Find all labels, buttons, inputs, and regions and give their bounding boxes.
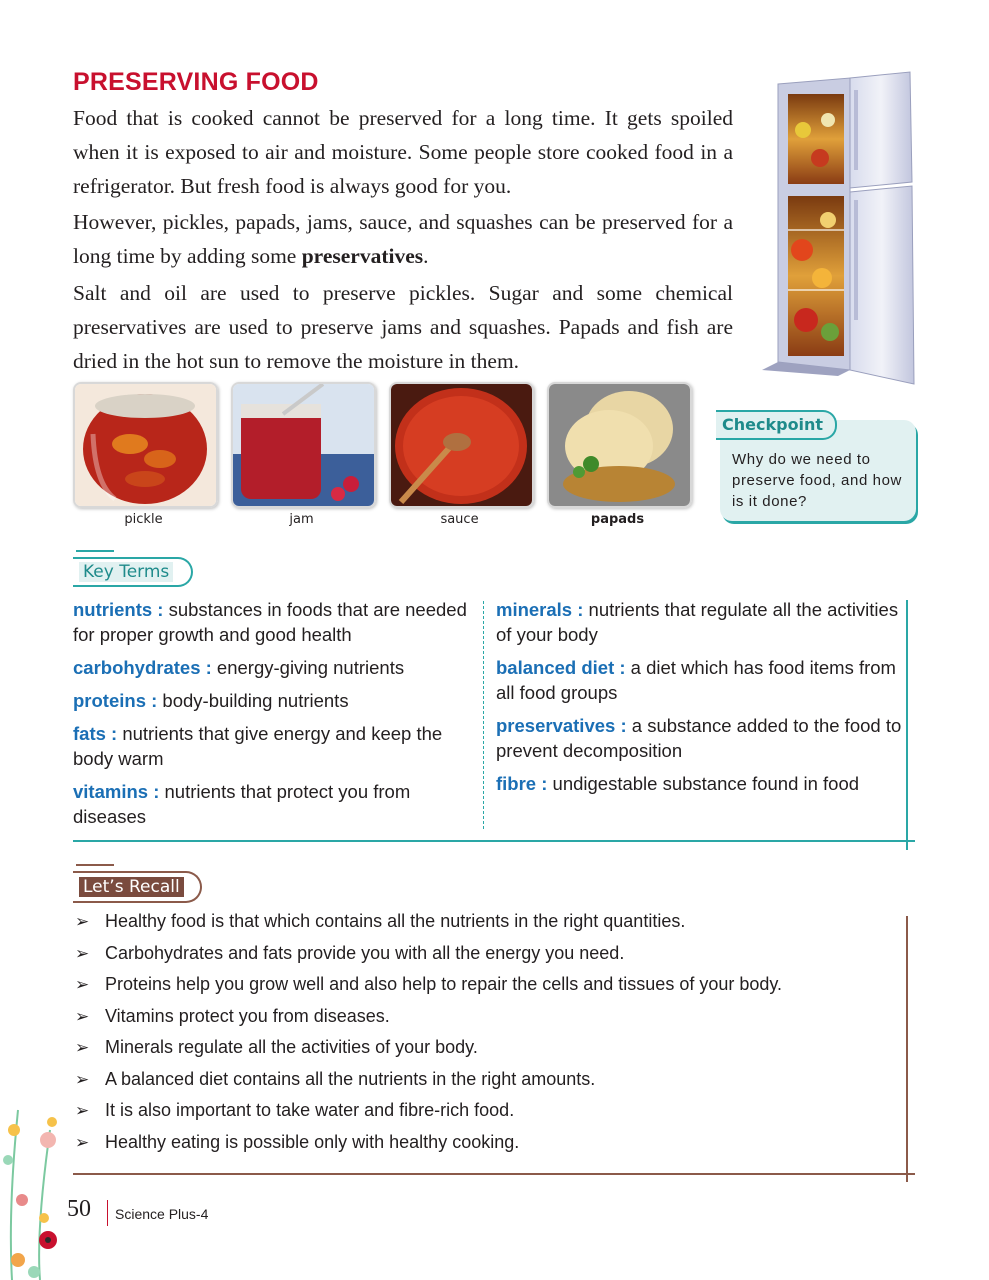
papads-basket-image [549, 384, 690, 506]
key-terms-label [73, 557, 193, 587]
paragraph-2 [73, 205, 733, 273]
key-term-item [73, 779, 473, 829]
paragraph-3: Salt and oil are used to preserve pickles. Sugar and some chemical preservatives are used to preserve jams and squashes. Papads and fish are dried in the hot sun to remove the moisture in them. [73, 281, 733, 373]
recall-item-text: A balanced diet contains all the nutrients in the right amounts. [105, 1068, 596, 1089]
key-term-item [73, 597, 473, 647]
list-item [75, 1095, 895, 1127]
recall-item-text: Vitamins protect you from diseases. [105, 1005, 390, 1026]
arrow-bullet-icon: ➢ [75, 1132, 90, 1152]
key-term-word: preservatives : [496, 715, 627, 736]
recall-item-text: Proteins help you grow well and also help to repair the cells and tissues of your body. [105, 974, 783, 994]
jam-jar-image [233, 384, 374, 506]
list-item [75, 1127, 895, 1159]
arrow-bullet-icon: ➢ [75, 912, 90, 931]
key-term-definition: undigestable substance found in food [547, 773, 860, 794]
key-term-definition: body-building nutrients [157, 690, 349, 711]
key-terms-border-vertical [906, 600, 908, 850]
key-term-word: fibre : [496, 773, 548, 794]
section-title: PRESERVING FOOD [73, 68, 319, 96]
refrigerator-illustration [758, 70, 918, 388]
key-term-word: fats : [73, 723, 118, 744]
key-term-item [496, 771, 906, 796]
checkpoint-question: Why do we need to preserve food, and how is it done? [732, 451, 902, 510]
papads-caption: papads [590, 512, 645, 527]
key-term-definition: substances in foods that are needed for proper growth and good health [73, 599, 467, 645]
list-item [75, 906, 895, 938]
key-term-definition: nutrients that give energy and keep the body warm [73, 723, 443, 769]
pickle-caption: pickle [124, 512, 163, 527]
key-term-item [73, 721, 473, 771]
arrow-bullet-icon: ➢ [75, 943, 90, 963]
key-term-definition: nutrients that protect you from diseases [73, 781, 411, 827]
key-terms-right-column [496, 597, 906, 804]
key-term-definition: a substance added to the food to prevent decomposition [496, 715, 902, 761]
key-term-word: minerals : [496, 599, 584, 620]
arrow-bullet-icon: ➢ [75, 1006, 90, 1026]
key-term-word: vitamins : [73, 781, 160, 802]
arrow-bullet-icon: ➢ [75, 975, 90, 994]
arrow-bullet-icon: ➢ [75, 1069, 90, 1089]
list-item [75, 1001, 895, 1033]
recall-item-text: It is also important to take water and fibre-rich food. [105, 1100, 515, 1120]
jam-caption: jam [289, 512, 314, 527]
sauce-caption: sauce [440, 512, 479, 527]
recall-list [75, 906, 895, 1158]
key-term-item [496, 597, 906, 647]
key-term-word: balanced diet : [496, 657, 626, 678]
footer-separator [107, 1200, 108, 1226]
sauce-photo [389, 382, 534, 508]
key-term-word: nutrients : [73, 599, 164, 620]
key-term-item [496, 713, 906, 763]
pickle-photo [73, 382, 218, 508]
key-terms-left-column [73, 597, 473, 837]
key-term-definition: energy-giving nutrients [211, 657, 405, 678]
key-terms-label-text: Key Terms [79, 562, 173, 582]
key-term-definition: nutrients that regulate all the activities of your body [496, 599, 899, 645]
key-terms-column-divider [483, 601, 484, 829]
recall-label [73, 871, 202, 903]
key-term-definition: a diet which has food items from all food groups [496, 657, 896, 703]
paragraph-2-end: . [423, 244, 429, 268]
paragraph-2-bold: preservatives [301, 244, 424, 268]
paragraph-1: Food that is cooked cannot be preserved for a long time. It gets spoiled when it is exposed to air and moisture. Some people store cooked food in a refrigerator. But fresh food is always good for you. [73, 106, 733, 198]
list-item [75, 938, 895, 970]
list-item [75, 969, 895, 1001]
arrow-bullet-icon: ➢ [75, 1101, 90, 1120]
key-term-item [496, 655, 906, 705]
jam-photo [231, 382, 376, 508]
key-terms-border-bottom [73, 840, 915, 842]
book-title: Science Plus-4 [115, 1206, 209, 1222]
arrow-bullet-icon: ➢ [75, 1038, 90, 1057]
key-term-word: proteins : [73, 690, 158, 711]
papads-photo [547, 382, 692, 508]
list-item [75, 1032, 895, 1064]
page-number: 50 [67, 1196, 91, 1222]
recall-label-text: Let’s Recall [79, 877, 184, 897]
key-term-item [73, 688, 473, 713]
key-term-word: carbohydrates : [73, 657, 212, 678]
paragraph-2-start: However, pickles, papads, jams, sauce, and squashes can be preserved for a long time by adding some [73, 210, 733, 268]
key-term-item [73, 655, 473, 680]
recall-item-text: Minerals regulate all the activities of your body. [105, 1037, 478, 1057]
pickle-jar-image [75, 384, 216, 506]
sauce-pan-image [391, 384, 532, 506]
recall-item-text: Healthy food is that which contains all the nutrients in the right quantities. [105, 911, 686, 931]
recall-decoration [76, 864, 114, 866]
recall-item-text: Healthy eating is possible only with healthy cooking. [105, 1131, 520, 1152]
checkpoint-label: Checkpoint [716, 410, 837, 440]
recall-item-text: Carbohydrates and fats provide you with all the energy you need. [105, 942, 625, 963]
floral-decoration [0, 1090, 68, 1280]
list-item [75, 1064, 895, 1096]
key-terms-decoration [76, 550, 114, 552]
recall-border-vertical [906, 916, 908, 1182]
recall-border-bottom [73, 1173, 915, 1175]
